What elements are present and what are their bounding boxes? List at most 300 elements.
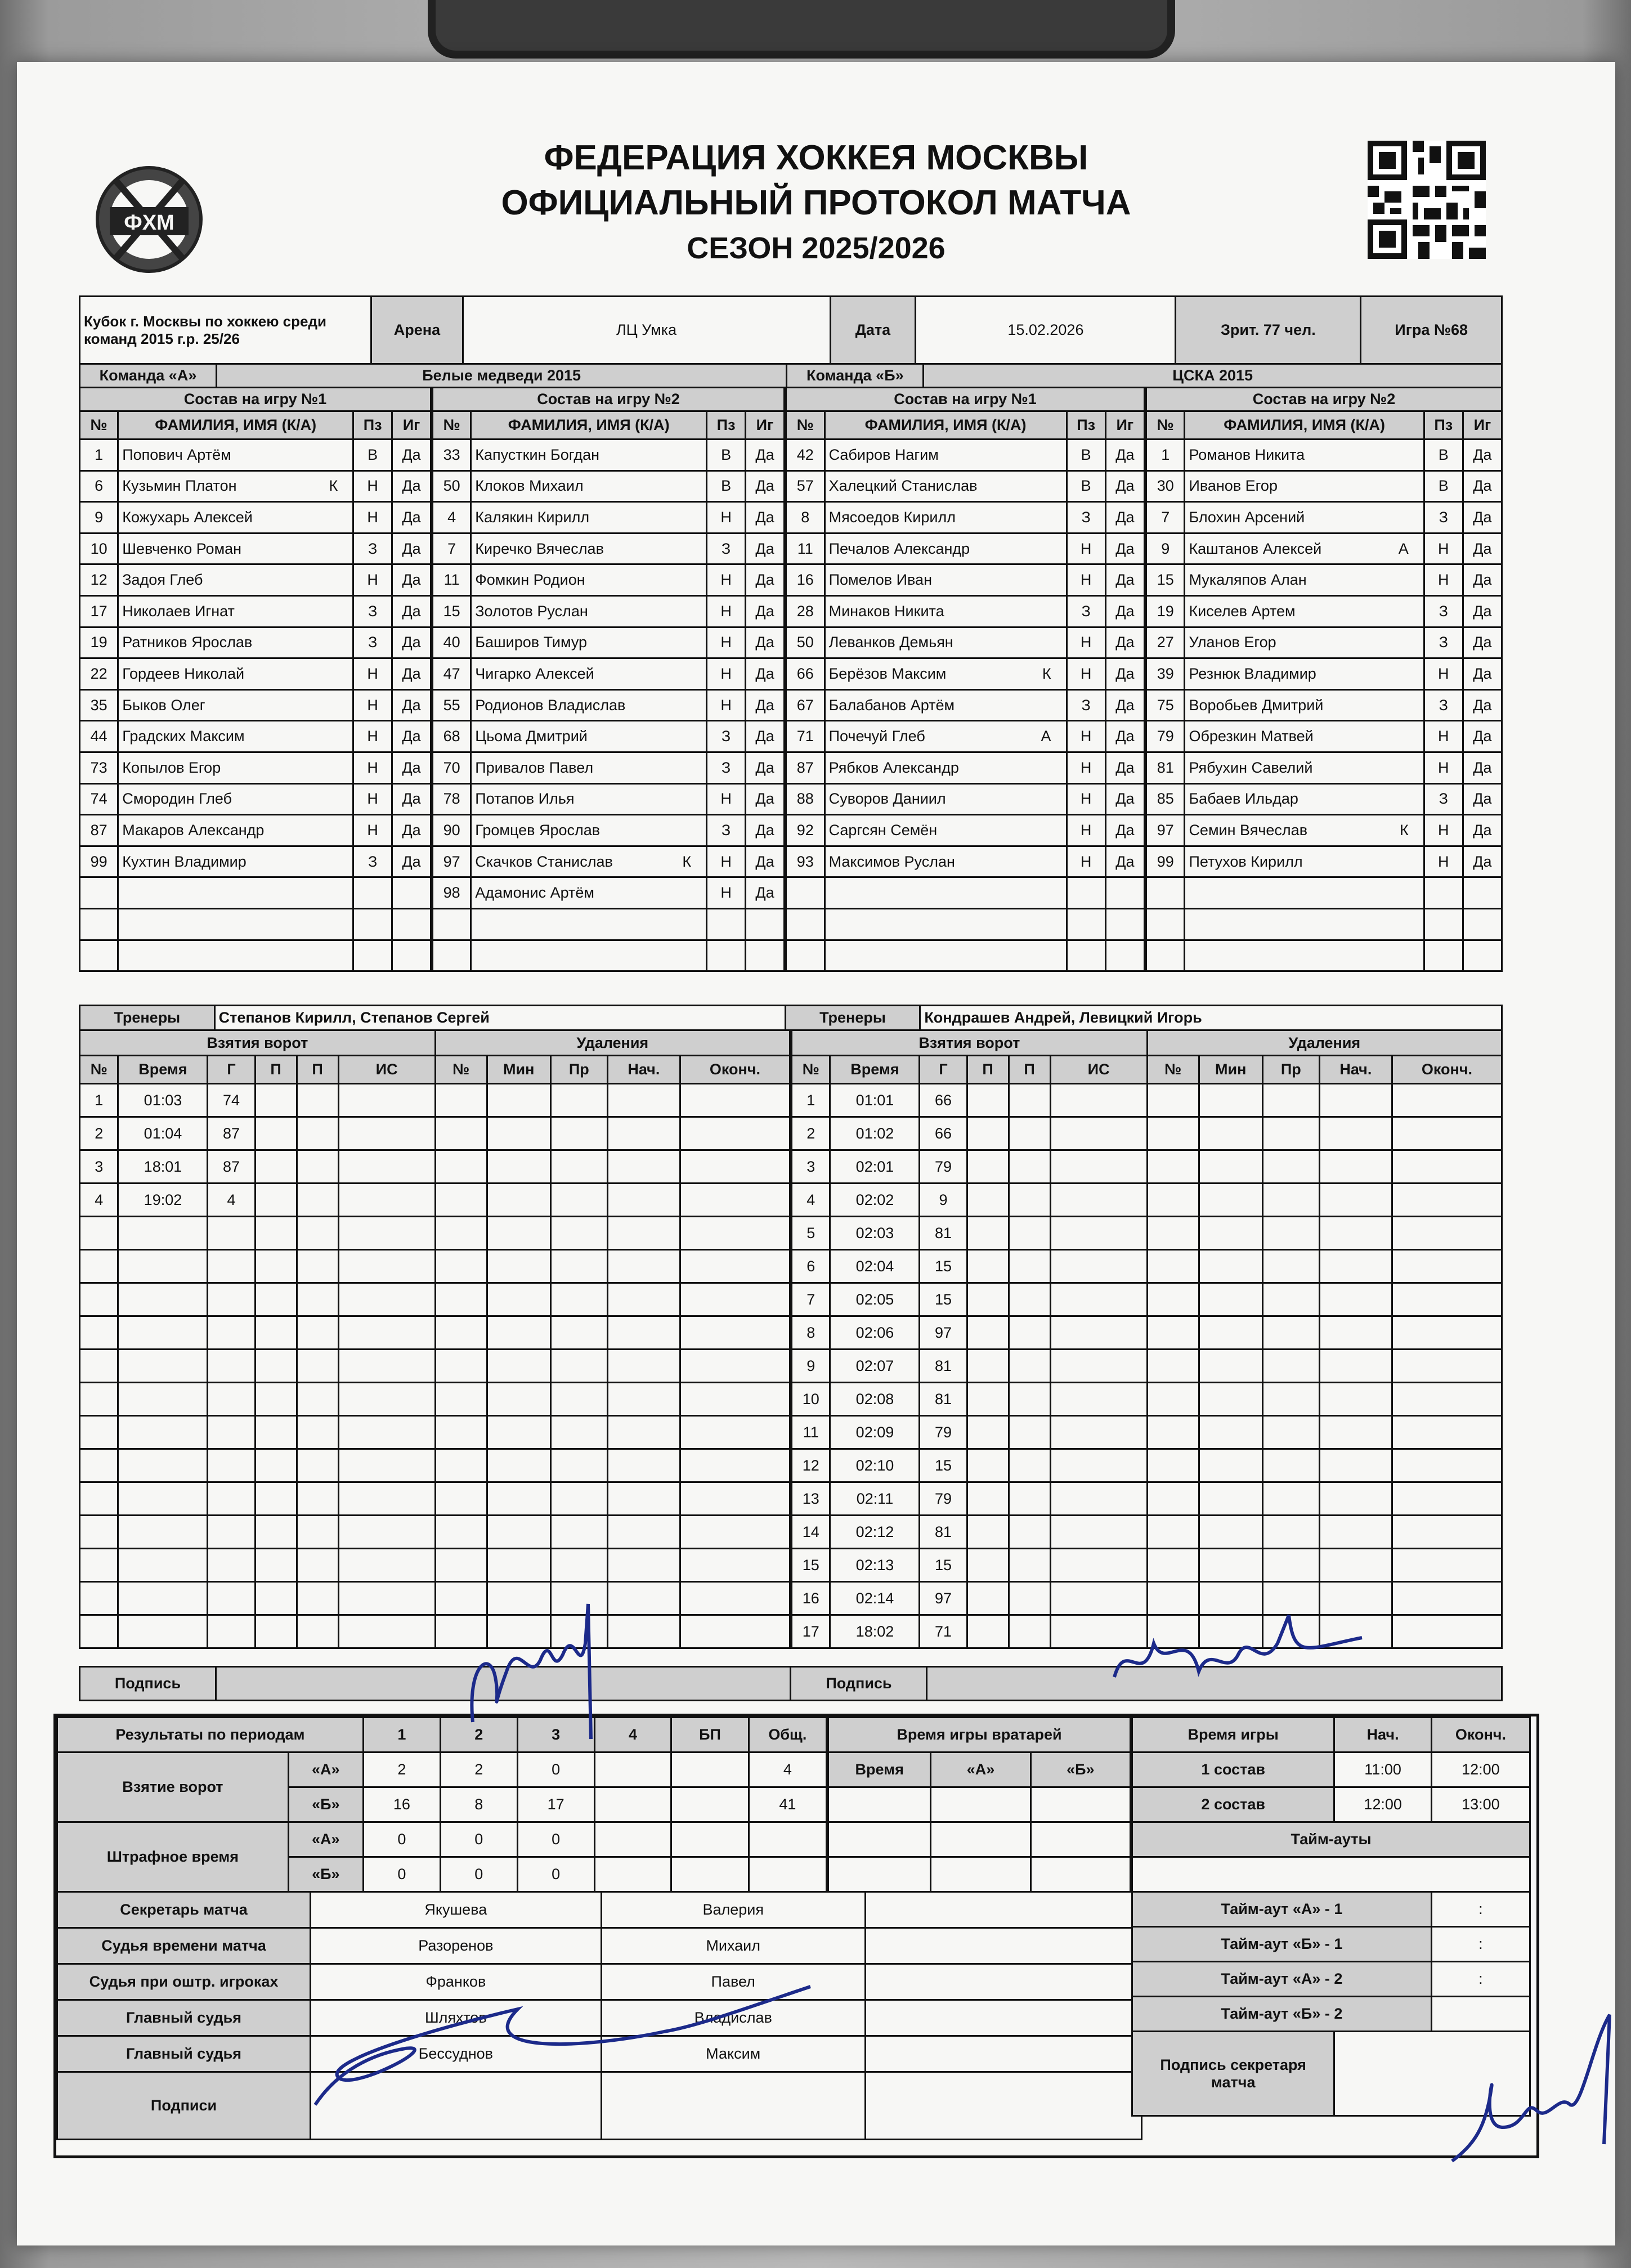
empty-cell bbox=[255, 1283, 297, 1316]
team-header-table bbox=[79, 363, 1503, 388]
empty-cell bbox=[487, 1316, 550, 1350]
player-number: 87 bbox=[80, 815, 118, 846]
player-number: 97 bbox=[1146, 815, 1185, 846]
player-position: Н bbox=[707, 846, 746, 877]
empty-cell bbox=[1050, 1283, 1147, 1316]
empty-cell bbox=[80, 1582, 118, 1615]
player-number: 85 bbox=[1146, 783, 1185, 815]
empty-cell bbox=[1319, 1416, 1392, 1449]
goal-scorer: 79 bbox=[920, 1150, 967, 1184]
empty-cell bbox=[550, 1217, 607, 1250]
player-played: Да bbox=[1463, 815, 1502, 846]
player-number: 55 bbox=[433, 689, 471, 721]
empty-cell bbox=[80, 1316, 118, 1350]
player-name: Рябков Александр bbox=[828, 759, 959, 776]
player-number: 11 bbox=[433, 564, 471, 596]
player-name-cell bbox=[118, 846, 353, 877]
player-row bbox=[786, 908, 1145, 940]
empty-cell bbox=[80, 1516, 118, 1549]
empty-cell bbox=[297, 1582, 338, 1615]
empty-cell bbox=[1147, 1184, 1199, 1217]
coaches-b-label: Тренеры bbox=[785, 1006, 920, 1030]
player-name: Мукаляпов Алан bbox=[1189, 571, 1307, 589]
empty-cell bbox=[607, 1549, 680, 1582]
player-played: Да bbox=[746, 502, 785, 534]
col-number: № bbox=[786, 411, 825, 440]
empty-cell bbox=[786, 940, 825, 971]
event-col-header: Мин bbox=[487, 1056, 550, 1084]
empty-cell bbox=[680, 1482, 790, 1516]
player-position: Н bbox=[1067, 721, 1105, 752]
player-captain-mark: К bbox=[1042, 665, 1051, 682]
player-played: Да bbox=[746, 440, 785, 471]
goalie-b-col: «Б» bbox=[1030, 1752, 1130, 1787]
player-row bbox=[1146, 689, 1502, 721]
game-time-row-1: 1 состав bbox=[1132, 1752, 1334, 1787]
empty-cell bbox=[297, 1117, 338, 1150]
player-name-cell bbox=[118, 595, 353, 627]
goal-row bbox=[80, 1516, 790, 1549]
player-name-cell bbox=[118, 564, 353, 596]
coaches-table bbox=[79, 1005, 1503, 1031]
official-last-name: Франков bbox=[311, 1964, 602, 2000]
player-row bbox=[786, 783, 1145, 815]
goal-scorer: 87 bbox=[208, 1117, 255, 1150]
player-number: 81 bbox=[1146, 752, 1185, 783]
empty-cell bbox=[967, 1184, 1009, 1217]
empty-cell bbox=[1319, 1516, 1392, 1549]
empty-cell bbox=[255, 1350, 297, 1383]
player-row bbox=[1146, 440, 1502, 471]
player-name: Капусткин Богдан bbox=[475, 446, 600, 463]
pim-b-p3: 0 bbox=[517, 1857, 594, 1892]
goalie-time-title: Время игры вратарей bbox=[828, 1718, 1131, 1752]
player-row bbox=[80, 783, 431, 815]
empty-cell bbox=[118, 1449, 208, 1482]
period-results-table bbox=[56, 1716, 827, 1893]
player-row bbox=[1146, 470, 1502, 502]
player-name-cell bbox=[118, 783, 353, 815]
game-time-row-1-start: 11:00 bbox=[1334, 1752, 1431, 1787]
player-name: Обрезкин Матвей bbox=[1189, 728, 1314, 745]
col-name: ФАМИЛИЯ, ИМЯ (К/А) bbox=[825, 411, 1067, 440]
empty-cell bbox=[208, 1582, 255, 1615]
player-row bbox=[433, 440, 785, 471]
empty-cell bbox=[607, 1150, 680, 1184]
player-name-cell bbox=[1185, 846, 1424, 877]
empty-cell bbox=[1199, 1150, 1262, 1184]
player-number: 42 bbox=[786, 440, 825, 471]
player-number: 7 bbox=[433, 533, 471, 564]
player-name-cell bbox=[825, 595, 1067, 627]
player-name-cell bbox=[471, 783, 707, 815]
player-name: Почечуй Глеб bbox=[828, 728, 925, 745]
match-info-table bbox=[79, 295, 1503, 365]
official-first-name: Максим bbox=[601, 2036, 865, 2072]
empty-cell bbox=[680, 1217, 790, 1250]
roster-title: Состав на игру №2 bbox=[433, 388, 785, 411]
player-position: З bbox=[353, 627, 392, 658]
goalie-a-col: «А» bbox=[931, 1752, 1030, 1787]
player-name: Берёзов Максим bbox=[828, 665, 947, 682]
player-position: Н bbox=[1067, 564, 1105, 596]
player-name-cell bbox=[471, 846, 707, 877]
goal-time: 01:01 bbox=[830, 1084, 920, 1117]
player-name-cell bbox=[825, 533, 1067, 564]
player-name-cell bbox=[471, 627, 707, 658]
events-table bbox=[791, 1029, 1503, 1649]
player-captain-mark: К bbox=[1400, 821, 1409, 839]
player-name-cell bbox=[471, 470, 707, 502]
player-row bbox=[80, 627, 431, 658]
player-row bbox=[786, 846, 1145, 877]
official-extra bbox=[865, 1928, 1141, 1964]
empty-cell bbox=[1199, 1250, 1262, 1283]
player-number: 40 bbox=[433, 627, 471, 658]
player-row bbox=[80, 502, 431, 534]
player-row bbox=[1146, 533, 1502, 564]
event-col-header: № bbox=[1147, 1056, 1199, 1084]
player-position: З bbox=[1424, 502, 1463, 534]
player-played: Да bbox=[392, 533, 431, 564]
event-col-header: Г bbox=[208, 1056, 255, 1084]
protocol-sheet bbox=[17, 62, 1615, 2245]
empty-cell bbox=[1146, 940, 1185, 971]
player-played: Да bbox=[1105, 440, 1144, 471]
roster-title: Состав на игру №1 bbox=[80, 388, 431, 411]
empty-cell bbox=[825, 940, 1067, 971]
player-row bbox=[80, 658, 431, 690]
player-name: Золотов Руслан bbox=[475, 602, 588, 620]
empty-cell bbox=[967, 1549, 1009, 1582]
player-row bbox=[80, 940, 431, 971]
events-team-a bbox=[79, 1029, 791, 1649]
goal-scorer: 74 bbox=[208, 1084, 255, 1117]
empty-cell bbox=[80, 1350, 118, 1383]
empty-cell bbox=[208, 1615, 255, 1648]
event-col-header: Время bbox=[118, 1056, 208, 1084]
empty-cell bbox=[1199, 1316, 1262, 1350]
player-position: Н bbox=[353, 470, 392, 502]
empty-cell bbox=[1147, 1449, 1199, 1482]
empty-cell bbox=[1199, 1383, 1262, 1416]
empty-cell bbox=[1392, 1416, 1502, 1449]
roster-b-1 bbox=[785, 387, 1145, 972]
player-name-cell bbox=[471, 502, 707, 534]
empty-cell bbox=[297, 1283, 338, 1316]
goal-time: 02:11 bbox=[830, 1482, 920, 1516]
empty-cell bbox=[80, 908, 118, 940]
empty-cell bbox=[680, 1316, 790, 1350]
player-name-cell bbox=[118, 815, 353, 846]
player-number: 73 bbox=[80, 752, 118, 783]
empty-cell bbox=[338, 1283, 435, 1316]
goals-a-p1: 2 bbox=[363, 1752, 440, 1787]
empty-cell bbox=[1392, 1150, 1502, 1184]
game-time-row-2-start: 12:00 bbox=[1334, 1787, 1431, 1822]
player-played: Да bbox=[1463, 721, 1502, 752]
goal-time: 01:04 bbox=[118, 1117, 208, 1150]
empty-cell bbox=[255, 1582, 297, 1615]
empty-cell bbox=[825, 908, 1067, 940]
empty-cell bbox=[550, 1549, 607, 1582]
player-played: Да bbox=[746, 783, 785, 815]
player-name-cell bbox=[471, 533, 707, 564]
player-position: Н bbox=[707, 783, 746, 815]
player-position: З bbox=[353, 846, 392, 877]
player-name-cell bbox=[1185, 783, 1424, 815]
player-name-cell bbox=[1185, 689, 1424, 721]
empty-cell bbox=[1147, 1250, 1199, 1283]
empty-cell bbox=[1009, 1117, 1050, 1150]
official-extra bbox=[865, 1892, 1141, 1928]
player-name-cell bbox=[825, 815, 1067, 846]
player-name: Шевченко Роман bbox=[122, 540, 242, 557]
col-position: Пз bbox=[1424, 411, 1463, 440]
goals-a-label: «А» bbox=[288, 1752, 363, 1787]
player-played: Да bbox=[1463, 752, 1502, 783]
empty-cell bbox=[118, 1416, 208, 1449]
official-extra bbox=[865, 1964, 1141, 2000]
player-row bbox=[433, 595, 785, 627]
player-position: Н bbox=[353, 658, 392, 690]
player-name: Максимов Руслан bbox=[828, 853, 955, 870]
player-name: Минаков Никита bbox=[828, 602, 944, 620]
empty-cell bbox=[208, 1516, 255, 1549]
empty-cell bbox=[1392, 1117, 1502, 1150]
player-number: 35 bbox=[80, 689, 118, 721]
date-label: Дата bbox=[830, 297, 916, 364]
player-row bbox=[786, 658, 1145, 690]
player-row bbox=[433, 940, 785, 971]
official-role: Главный судья bbox=[57, 2036, 311, 2072]
player-position: Н bbox=[353, 689, 392, 721]
player-name: Градских Максим bbox=[122, 728, 245, 745]
goal-number: 10 bbox=[792, 1383, 830, 1416]
player-played: Да bbox=[746, 877, 785, 909]
player-row bbox=[433, 908, 785, 940]
empty-cell bbox=[435, 1449, 487, 1482]
player-number: 99 bbox=[80, 846, 118, 877]
player-played: Да bbox=[746, 564, 785, 596]
player-row bbox=[80, 846, 431, 877]
empty-cell bbox=[1392, 1283, 1502, 1316]
empty-cell bbox=[550, 1184, 607, 1217]
player-number: 67 bbox=[786, 689, 825, 721]
player-number: 79 bbox=[1146, 721, 1185, 752]
col-number: № bbox=[433, 411, 471, 440]
empty-cell bbox=[297, 1350, 338, 1383]
empty-cell bbox=[1199, 1516, 1262, 1549]
player-name-cell bbox=[1185, 815, 1424, 846]
empty-cell bbox=[1392, 1383, 1502, 1416]
empty-cell bbox=[707, 908, 746, 940]
goals-b-p3: 17 bbox=[517, 1787, 594, 1822]
empty-cell bbox=[1147, 1350, 1199, 1383]
empty-cell bbox=[607, 1184, 680, 1217]
player-name: Смородин Глеб bbox=[122, 790, 232, 808]
player-played: Да bbox=[1463, 658, 1502, 690]
empty-cell bbox=[967, 1117, 1009, 1150]
empty-cell bbox=[707, 940, 746, 971]
player-name: Уланов Егор bbox=[1189, 634, 1276, 651]
empty-cell bbox=[680, 1549, 790, 1582]
empty-cell bbox=[1319, 1250, 1392, 1283]
goal-row bbox=[80, 1283, 790, 1316]
logo-text: ФХМ bbox=[124, 211, 174, 235]
goal-scorer: 87 bbox=[208, 1150, 255, 1184]
player-name: Резнюк Владимир bbox=[1189, 665, 1316, 682]
player-row bbox=[433, 846, 785, 877]
period-col-total: Общ. bbox=[749, 1718, 826, 1752]
empty-cell bbox=[297, 1383, 338, 1416]
player-row bbox=[80, 689, 431, 721]
player-number: 98 bbox=[433, 877, 471, 909]
empty-cell bbox=[435, 1217, 487, 1250]
empty-cell bbox=[967, 1416, 1009, 1449]
player-name: Потапов Илья bbox=[475, 790, 575, 808]
player-number: 30 bbox=[1146, 470, 1185, 502]
empty-cell bbox=[338, 1449, 435, 1482]
player-name: Каштанов Алексей bbox=[1189, 540, 1322, 557]
player-position: Н bbox=[707, 595, 746, 627]
empty-cell bbox=[1009, 1615, 1050, 1648]
empty-cell bbox=[80, 1383, 118, 1416]
player-name-cell bbox=[825, 440, 1067, 471]
empty-cell bbox=[1105, 940, 1144, 971]
signatures-label: Подписи bbox=[57, 2072, 311, 2140]
player-played: Да bbox=[1105, 533, 1144, 564]
goal-scorer: 97 bbox=[920, 1582, 967, 1615]
goal-time: 01:03 bbox=[118, 1084, 208, 1117]
goal-time: 01:02 bbox=[830, 1117, 920, 1150]
player-played: Да bbox=[1463, 564, 1502, 596]
player-played: Да bbox=[1463, 440, 1502, 471]
player-name: Баширов Тимур bbox=[475, 634, 588, 651]
empty-cell bbox=[255, 1615, 297, 1648]
player-position: З bbox=[1067, 689, 1105, 721]
player-played: Да bbox=[746, 470, 785, 502]
period-col-4: 4 bbox=[594, 1718, 671, 1752]
empty-cell bbox=[487, 1184, 550, 1217]
player-position: Н bbox=[353, 815, 392, 846]
col-played: Иг bbox=[392, 411, 431, 440]
empty-cell bbox=[435, 1184, 487, 1217]
empty-cell bbox=[435, 1516, 487, 1549]
player-position: Н bbox=[1067, 752, 1105, 783]
player-position: Н bbox=[353, 721, 392, 752]
player-played: Да bbox=[1463, 502, 1502, 534]
goal-scorer: 81 bbox=[920, 1383, 967, 1416]
empty-cell bbox=[1009, 1383, 1050, 1416]
player-number: 10 bbox=[80, 533, 118, 564]
player-number: 50 bbox=[786, 627, 825, 658]
player-name-cell bbox=[825, 689, 1067, 721]
goal-scorer: 4 bbox=[208, 1184, 255, 1217]
goal-number: 4 bbox=[80, 1184, 118, 1217]
empty-cell bbox=[1392, 1217, 1502, 1250]
empty-cell bbox=[392, 908, 431, 940]
goal-scorer: 81 bbox=[920, 1350, 967, 1383]
player-number: 50 bbox=[433, 470, 471, 502]
goalie-time-col: Время bbox=[828, 1752, 931, 1787]
empty-cell bbox=[1424, 940, 1463, 971]
player-name-cell bbox=[118, 752, 353, 783]
team-b-label: Команда «Б» bbox=[787, 364, 924, 388]
goalie-time-table bbox=[827, 1716, 1131, 1893]
player-name-cell bbox=[825, 846, 1067, 877]
player-number: 7 bbox=[1146, 502, 1185, 534]
empty-cell bbox=[118, 1516, 208, 1549]
roster-table bbox=[432, 387, 785, 972]
player-name-cell bbox=[471, 877, 707, 909]
empty-cell bbox=[353, 877, 392, 909]
empty-cell bbox=[550, 1250, 607, 1283]
goal-time: 02:10 bbox=[830, 1449, 920, 1482]
player-played: Да bbox=[392, 783, 431, 815]
player-name: Киселев Артем bbox=[1189, 602, 1296, 620]
official-row bbox=[57, 1892, 1142, 1928]
goal-scorer: 79 bbox=[920, 1416, 967, 1449]
player-name: Фомкин Родион bbox=[475, 571, 585, 589]
player-row bbox=[1146, 908, 1502, 940]
empty-cell bbox=[967, 1615, 1009, 1648]
empty-cell bbox=[80, 1217, 118, 1250]
player-row bbox=[786, 502, 1145, 534]
empty-cell bbox=[607, 1482, 680, 1516]
empty-cell bbox=[1262, 1184, 1319, 1217]
empty-cell bbox=[1392, 1184, 1502, 1217]
secretary-sign-label: Подпись секретаря матча bbox=[1132, 2032, 1334, 2116]
player-name-cell bbox=[118, 689, 353, 721]
period-col-ot: БП bbox=[671, 1718, 749, 1752]
player-name: Блохин Арсений bbox=[1189, 508, 1305, 526]
goal-time: 02:09 bbox=[830, 1416, 920, 1449]
empty-cell bbox=[118, 1615, 208, 1648]
player-name-cell bbox=[471, 689, 707, 721]
player-row bbox=[1146, 815, 1502, 846]
empty-cell bbox=[118, 1250, 208, 1283]
roster-b-2 bbox=[1145, 387, 1503, 972]
event-col-header: Время bbox=[830, 1056, 920, 1084]
game-time-end-col: Оконч. bbox=[1431, 1718, 1530, 1752]
player-captain-mark: А bbox=[1398, 540, 1409, 557]
player-row bbox=[80, 595, 431, 627]
player-position: Н bbox=[353, 502, 392, 534]
empty-cell bbox=[435, 1383, 487, 1416]
player-number: 16 bbox=[786, 564, 825, 596]
empty-cell bbox=[1392, 1582, 1502, 1615]
goals-title: Взятия ворот bbox=[80, 1030, 436, 1056]
timeout-a-2-value: : bbox=[1431, 1962, 1530, 1997]
player-position: В bbox=[1067, 440, 1105, 471]
empty-cell bbox=[353, 940, 392, 971]
empty-cell bbox=[550, 1316, 607, 1350]
empty-cell bbox=[1147, 1416, 1199, 1449]
empty-cell bbox=[255, 1250, 297, 1283]
official-last-name: Разоренов bbox=[311, 1928, 602, 1964]
col-name: ФАМИЛИЯ, ИМЯ (К/А) bbox=[471, 411, 707, 440]
goal-row bbox=[792, 1549, 1502, 1582]
empty-cell bbox=[1050, 1217, 1147, 1250]
empty-cell bbox=[471, 940, 707, 971]
player-name: Громцев Ярослав bbox=[475, 821, 601, 839]
player-played: Да bbox=[746, 721, 785, 752]
player-position: Н bbox=[1424, 846, 1463, 877]
goals-b-total: 41 bbox=[749, 1787, 826, 1822]
player-played: Да bbox=[392, 595, 431, 627]
empty-cell bbox=[1009, 1184, 1050, 1217]
